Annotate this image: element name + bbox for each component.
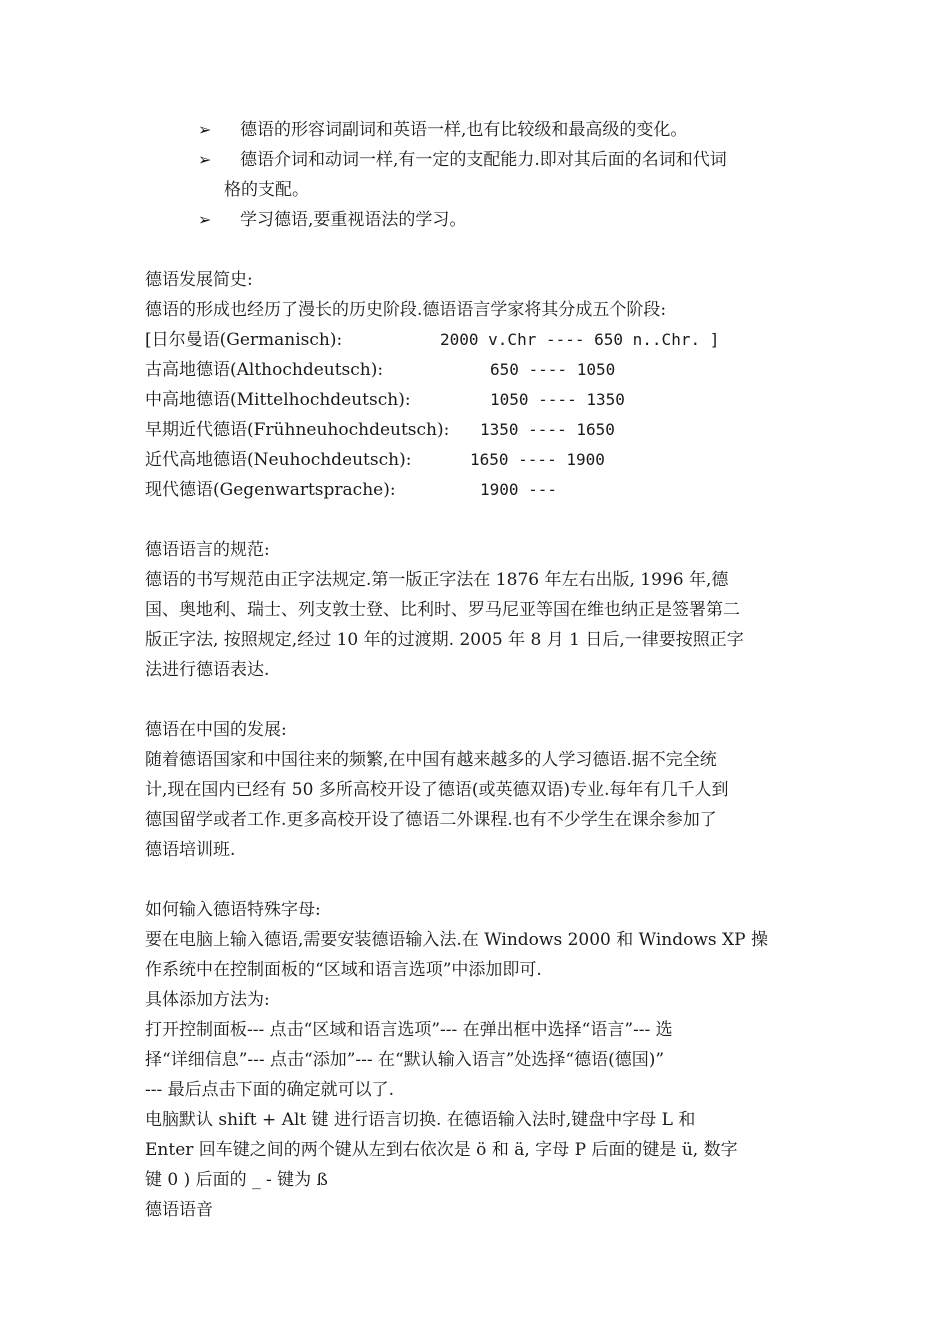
stage-name: [日尔曼语(Germanisch): (145, 330, 343, 350)
bullet-item: 德语的形容词副词和英语一样,也有比较级和最高级的变化。 (240, 120, 688, 140)
paragraph-line: 德国留学或者工作.更多高校开设了德语二外课程.也有不少学生在课余参加了 (145, 810, 717, 830)
paragraph-line: 要在电脑上输入德语,需要安装德语输入法.在 Windows 2000 和 Windows XP 操 (145, 930, 768, 950)
paragraph-line: 版正字法, 按照规定,经过 10 年的过渡期. 2005 年 8 月 1 日后,一律要按照正字 (145, 630, 744, 650)
stage-name: 近代高地德语(Neuhochdeutsch): (145, 450, 412, 470)
stage-name: 现代德语(Gegenwartsprache): (145, 480, 396, 500)
section-heading-china: 德语在中国的发展: (145, 720, 287, 740)
stage-name: 古高地德语(Althochdeutsch): (145, 360, 384, 380)
paragraph-line: 随着德语国家和中国往来的频繁,在中国有越来越多的人学习德语.据不完全统 (145, 750, 717, 770)
paragraph-line: 打开控制面板--- 点击“区域和语言选项”--- 在弹出框中选择“语言”--- 选 (145, 1020, 673, 1040)
bullet-arrow-icon: ➢ (198, 210, 212, 229)
history-intro: 德语的形成也经历了漫长的历史阶段.德语语言学家将其分成五个阶段: (145, 300, 667, 320)
paragraph-line: 德语的书写规范由正字法规定.第一版正字法在 1876 年左右出版, 1996 年,德 (145, 570, 729, 590)
section-heading-norms: 德语语言的规范: (145, 540, 270, 560)
section-heading-input: 如何输入德语特殊字母: (145, 900, 321, 920)
paragraph-line: 作系统中在控制面板的“区域和语言选项”中添加即可. (145, 960, 542, 980)
bullet-item: 学习德语,要重视语法的学习。 (240, 210, 467, 230)
paragraph-line: 国、奥地利、瑞士、列支敦士登、比利时、罗马尼亚等国在维也纳正是签署第二 (145, 600, 740, 620)
paragraph-line: 具体添加方法为: (145, 990, 270, 1010)
stage-name: 中高地德语(Mittelhochdeutsch): (145, 390, 411, 410)
stage-period: 1350 ---- 1650 (480, 420, 615, 439)
stage-name: 早期近代德语(Frühneuhochdeutsch): (145, 420, 450, 440)
paragraph-line: 计,现在国内已经有 50 多所高校开设了德语(或英德双语)专业.每年有几千人到 (145, 780, 729, 800)
section-heading-history: 德语发展简史: (145, 270, 253, 290)
stage-period: 650 ---- 1050 (490, 360, 616, 379)
stage-period: 2000 v.Chr ---- 650 n..Chr. ] (440, 330, 720, 349)
stage-period: 1050 ---- 1350 (490, 390, 625, 409)
paragraph-line: 电脑默认 shift + Alt 键 进行语言切换. 在德语输入法时,键盘中字母 L 和 (145, 1110, 696, 1130)
stage-period: 1650 ---- 1900 (470, 450, 605, 469)
bullet-arrow-icon: ➢ (198, 150, 212, 169)
stage-period: 1900 --- (480, 480, 558, 499)
bullet-item-continuation: 格的支配。 (224, 180, 309, 200)
paragraph-line: --- 最后点击下面的确定就可以了. (145, 1080, 395, 1100)
paragraph-line: 法进行德语表达. (145, 660, 270, 680)
section-heading-phonetics: 德语语音 (145, 1200, 213, 1220)
bullet-item: 德语介词和动词一样,有一定的支配能力.即对其后面的名词和代词 (240, 150, 727, 170)
bullet-arrow-icon: ➢ (198, 120, 212, 139)
paragraph-line: 德语培训班. (145, 840, 236, 860)
paragraph-line: 键 0 ) 后面的 _ - 键为 ß (145, 1170, 328, 1190)
paragraph-line: Enter 回车键之间的两个键从左到右依次是 ö 和 ä, 字母 P 后面的键是 ü, 数字 (145, 1140, 738, 1160)
paragraph-line: 择“详细信息”--- 点击“添加”--- 在“默认输入语言”处选择“德语(德国)” (145, 1050, 665, 1070)
